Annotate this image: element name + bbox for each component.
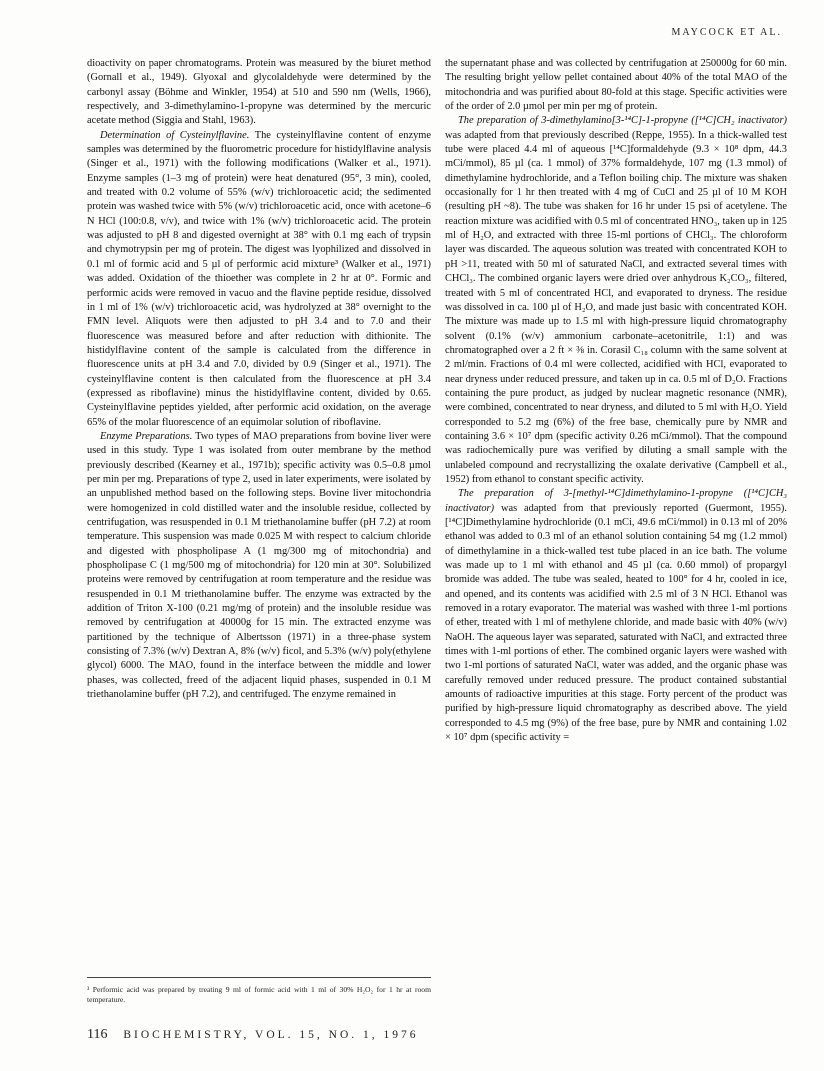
footnote-divider xyxy=(87,977,431,978)
section-heading: Enzyme Preparations. xyxy=(100,430,193,442)
paragraph: the supernatant phase and was collected by centrifugation at 250000g for 60 min. The resulting bright yellow pellet contained about 40% of the total MAO of the mitochondria and was purified about 80-fold at this stage. Specific activities were of the order of 2.0 µmol per min per mg of protein. xyxy=(445,58,787,113)
section-heading: The preparation of 3-dimethylamino[3-¹⁴C]-1-propyne ([¹⁴C]CH₂ inactivator) xyxy=(458,115,787,127)
left-column xyxy=(87,57,431,702)
paragraph: The preparation of 3-dimethylamino[3-¹⁴C]-1-propyne ([¹⁴C]CH₂ inactivator) was adapted from that previously described (Reppe, 1955). In a thick-walled test tube were placed 4.4 ml of aqueous [¹⁴C]formaldehyde (9.3 × 10⁸ dpm, 44.3 mCi/mmol), 85 µl (ca. 1 mmol) of 37% formaldehyde, 107 mg (1.3 mmol) of dimethylamine hydrochloride, and a Teflon boiling chip. The mixture was shaken occasionally for 1 hr then treated with 4 mg of CuCl and 25 µl of 10 M KOH (resulting pH ~8). The tube was shaken for 16 hr under 15 psi of acetylene. The reaction mixture was acidified with 0.5 ml of concentrated HNO₃, taken up in 125 ml of H₂O, and extracted with three 15-ml portions of CHCl₃. The chloroform layer was discarded. The aqueous solution was treated with concentrated KOH to pH >11, treated with 50 ml of saturated NaCl, and extracted several times with CHCl₃. The combined organic layers were dried over anhydrous K₂CO₃, filtered, treated with 5 ml of concentrated HCl, and evaporated to dryness. The residue was dissolved in ca. 100 µl of H₂O, and made just basic with concentrated KOH. The mixture was made up to 1.5 ml with high-pressure liquid chromatography solvent (0.1% (w/v) ammonium carbonate–acetonitrile, 1:1) and was chromatographed over a 2 ft × ⅜ in. Corasil C₁₈ column with the same solvent at 2 ml/min. Fractions of 0.4 ml were collected, acidified with HCl, evaporated to near dryness under reduced pressure, and taken up in ca. 0.5 ml of D₂O. Fractions containing the pure product, as judged by nuclear magnetic resonance (NMR), were combined, concentrated to near dryness, and diluted to 5 ml with H₂O. Yield corresponded to 5.2 mg (6%) of the free base, chemically pure by NMR and containing 3.6 × 10⁷ dpm (specific activity 0.26 mCi/mmol). That the compound was radiochemically pure was verified by diluting a small sample with the unlabeled compound and recrystallizing the oxalate derivative (Campbell et al., 1952) from ethanol to constant specific activity. xyxy=(445,115,787,485)
paragraph: Determination of Cysteinylflavine. The cysteinylflavine content of enzyme samples was determined by the fluorometric procedure for histidylflavine analysis (Singer et al., 1971) with the following modifications (Walker et al., 1971). Enzyme samples (1–3 mg of protein) were heat denatured (95°, 3 min), cooled, and treated with 0.2 volume of 55% (w/v) trichloroacetic acid; the sedimented protein was washed twice with 5% (w/v) trichloroacetic acid, once with acetone–6 N HCl (100:0.8, v/v), and twice with 1% (w/v) trichloroacetic acid. The protein was adjusted to pH 8 and digested overnight at 38° with 0.1 mg each of trypsin and chymotrypsin per mg of protein. The digest was lyophilized and dissolved in 0.1 ml of formic acid and 5 µl of performic acid mixture³ (Walker et al., 1971) was added. Oxidation of the thioether was complete in 2 hr at 0°. Formic and performic acids were removed in vacuo and the flavine peptide residue, dissolved in 1 ml of 1% (w/v) trichloroacetic acid, was hydrolyzed at 38° overnight to the FMN level. Aliquots were then adjusted to pH 3.4 and to 7.0 and their fluorescence was measured before and after reduction with dithionite. The histidylflavine content of the sample is calculated from the difference in fluorescence units at pH 3.4 and 7.0, divided by 0.9 (Singer et al., 1971). The cysteinylflavine content is then calculated from the fluorescence at pH 3.4 (expressed as riboflavine) minus the histidylflavine content, divided by 0.65. Cysteinylflavine peptides yielded, after performic acid oxidation, on the average 65% of the molar fluorescence of an equimolar solution of riboflavine. xyxy=(87,129,431,428)
journal-citation: BIOCHEMISTRY, VOL. 15, NO. 1, 1976 xyxy=(123,1029,419,1041)
section-heading: Determination of Cysteinylflavine. xyxy=(100,129,250,141)
footnote: ³ Performic acid was prepared by treating 9 ml of formic acid with 1 ml of 30% H₂O₂ for 1 hr at room temperature. xyxy=(87,985,431,1004)
paragraph: Enzyme Preparations. Two types of MAO preparations from bovine liver were used in this study. Type 1 was isolated from outer membrane by the method previously described (Kearney et al., 1971b); specific activity was 0.5–0.8 µmol per min per mg. Preparations of type 2, used in later experiments, were isolated by an unpublished method based on the following steps. Bovine liver mitochondria were homogenized in cold distilled water and the insoluble residue, collected by centrifugation, was resuspended in 0.1 M triethanolamine buffer (pH 7.2) at room temperature. This suspension was made 0.025 M with respect to calcium chloride and digested with phospholipase A (1 mg/300 mg of mitochondria) and phospholipase C (1 mg/500 mg of mitochondria) for 120 min at 30°. Solubilized proteins were removed by centrifugation at room temperature and the residue was resuspended in 0.1 M triethanolamine buffer. The enzyme was extracted by the addition of Triton X-100 (0.21 mg/mg of protein) and the insoluble residue was removed by centrifugation at 40000g for 15 min. The extracted enzyme was partitioned by the technique of Albertsson (1971) in a three-phase system consisting of 7.3% (w/v) Dextran A, 8% (w/v) ficol, and 5.3% (w/v) poly(ethylene glycol) 6000. The MAO, found in the interface between the middle and lower phases, was collected, freed of the adjacent liquid phases, suspended in 0.1 M triethanolamine buffer (pH 7.2), and centrifuged. The enzyme remained in xyxy=(87,430,431,701)
paragraph: dioactivity on paper chromatograms. Protein was measured by the biuret method (Gornall et al., 1949). Glyoxal and glycolaldehyde were determined by the carbonyl assay (Böhme and Winkler, 1954) at 510 and 590 nm (Wells, 1966), respectively, and 3-dimethylamino-1-propyne was determined by the mercuric acetate method (Siggia and Stahl, 1963). xyxy=(87,58,431,127)
paragraph: The preparation of 3-[methyl-¹⁴C]dimethylamino-1-propyne ([¹⁴C]CH₃ inactivator) was adapted from that previously reported (Guermont, 1955). [¹⁴C]Dimethylamine hydrochloride (0.1 mCi, 49.6 mCi/mmol) in 0.13 ml of 20% ethanol was added to 0.3 ml of an ethanol solution containing 54 mg (1.2 mmol) of dimethylamine in a thick-walled test tube placed in an ice bath. The volume was made up to 1 ml with ethanol and 45 µl (ca. 0.60 mmol) of propargyl bromide was added. The tube was sealed, heated to 100° for 4 hr, cooled in ice, and opened, and its contents was acidified with 2.5 ml of 3 N HCl. Ethanol was removed in a rotary evaporator. The material was washed with three 1-ml portions of ether, treated with 1 ml of methylene chloride, and made basic with 40% (w/v) NaOH. The aqueous layer was separated, saturated with NaCl, and extracted three times with 1-ml portions of ether. The combined organic layers were washed with two 1-ml portions of saturated NaCl, water was added, and the organic phase was carefully removed under reduced pressure. The product contained substantial amounts of radioactive impurities at this stage. Forty percent of the product was purified by high-pressure liquid chromatography as described above. The yield corresponded to 4.5 mg (9%) of the free base, pure by NMR and containing 1.02 × 10⁷ dpm (specific activity = xyxy=(445,488,787,744)
running-head: MAYCOCK ET AL. xyxy=(671,27,782,38)
right-column xyxy=(445,57,787,746)
section-heading: The preparation of 3-[methyl-¹⁴C]dimethylamino-1-propyne ([¹⁴C]CH₃ inactivator) xyxy=(445,488,787,514)
page-footer xyxy=(87,1027,419,1043)
page-number: 116 xyxy=(87,1027,108,1042)
